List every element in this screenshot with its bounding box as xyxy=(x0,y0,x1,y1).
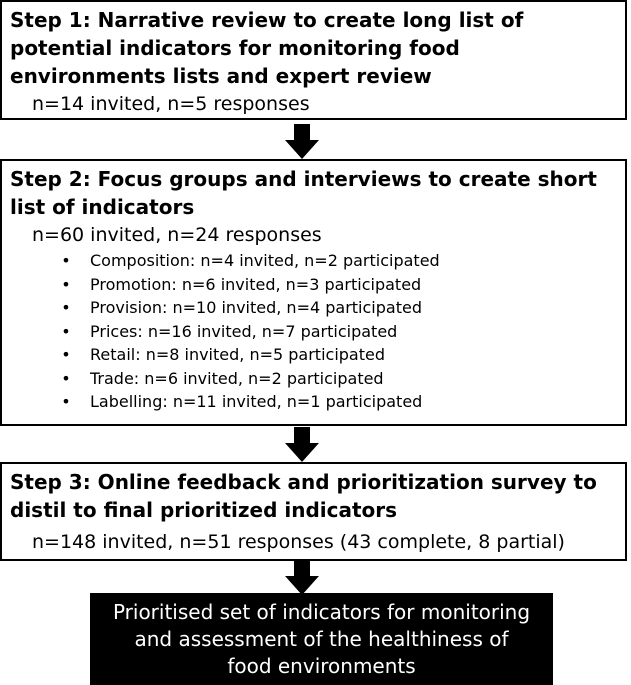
list-item-text: Composition: n=4 invited, n=2 participated xyxy=(90,251,440,270)
arrow-down-icon xyxy=(284,560,320,596)
list-item-text: Provision: n=10 invited, n=4 participated xyxy=(90,298,422,317)
list-item: • Prices: n=16 invited, n=7 participated xyxy=(61,321,398,341)
list-item-text: Prices: n=16 invited, n=7 participated xyxy=(90,321,398,341)
list-item: • Promotion: n=6 invited, n=3 participated xyxy=(61,274,422,294)
list-item: • Composition: n=4 invited, n=2 participated xyxy=(61,251,440,270)
step2-participation-list xyxy=(60,249,440,414)
arrow-down-icon xyxy=(284,124,320,160)
step3-summary: n=148 invited, n=51 responses (43 complete, 8 partial) xyxy=(32,531,565,553)
list-item-text: Trade: n=6 invited, n=2 participated xyxy=(90,368,384,388)
step3-title: Step 3: Online feedback and prioritization survey to distil to final prioritized indicators xyxy=(10,470,597,522)
list-item: • Retail: n=8 invited, n=5 participated xyxy=(61,345,385,364)
step2-title: Step 2: Focus groups and interviews to create short list of indicators xyxy=(10,167,597,219)
list-item-text: Promotion: n=6 invited, n=3 participated xyxy=(90,274,422,294)
step1-title: Step 1: Narrative review to create long list of potential indicators for monitoring food environments lists and expert review xyxy=(10,8,524,88)
step2-summary: n=60 invited, n=24 responses xyxy=(32,224,322,246)
list-item: • Labelling: n=11 invited, n=1 participated xyxy=(61,392,423,411)
arrow-down-icon xyxy=(284,427,320,463)
list-item: • Trade: n=6 invited, n=2 participated xyxy=(61,368,384,388)
final-outcome-box xyxy=(90,593,553,685)
final-outcome-text: Prioritised set of indicators for monitoring and assessment of the healthiness of food environments xyxy=(112,599,531,678)
list-item-text: Retail: n=8 invited, n=5 participated xyxy=(90,345,385,364)
step1-summary: n=14 invited, n=5 responses xyxy=(32,93,310,115)
step1-box xyxy=(0,0,627,120)
list-item-text: Labelling: n=11 invited, n=1 participated xyxy=(90,392,423,411)
step3-box xyxy=(0,462,627,561)
step2-box xyxy=(0,159,627,426)
list-item: • Provision: n=10 invited, n=4 participated xyxy=(61,298,422,317)
